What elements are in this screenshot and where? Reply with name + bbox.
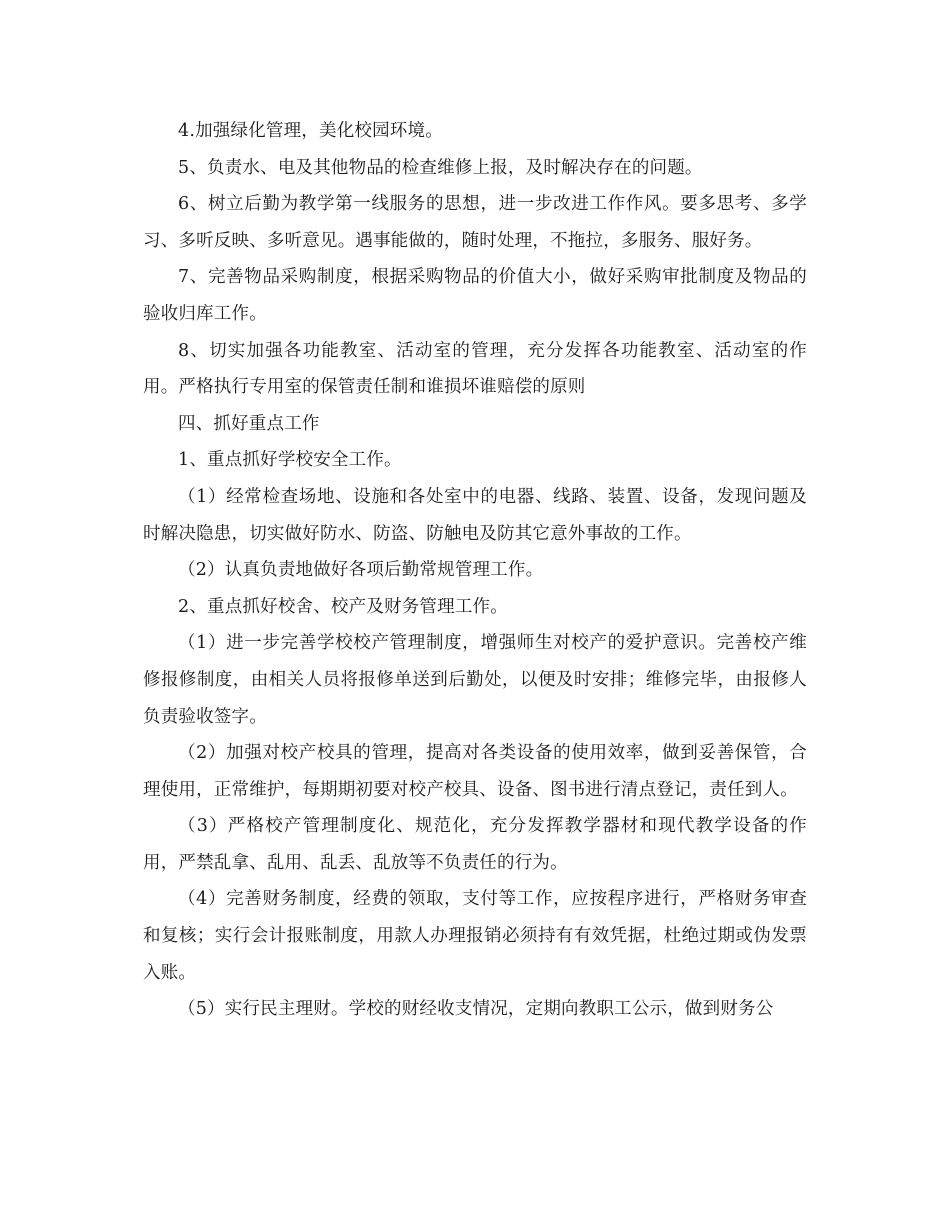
paragraph-safety-heading: 1、重点抓好学校安全工作。 <box>178 450 402 471</box>
paragraph-item-4-greening: 4.加强绿化管理，美化校园环境。 <box>178 121 443 141</box>
paragraph-item-6-service-attitude: 6、树立后勤为教学第一线服务的思想，进一步改进工作作风。要多思考、多学习、多听反映、多听意见。遇事能做的，随时处理，不拖拉，多服务、服好务。 <box>143 194 807 251</box>
paragraph-assets-1: （1）进一步完善学校校产管理制度，增强师生对校产的爱护意识。完善校产维修报修制度，由相关人员将报修单送到后勤处，以便及时安排；维修完毕，由报修人负责验收签字。 <box>143 633 807 727</box>
section-heading-key-work: 四、抓好重点工作 <box>178 413 320 434</box>
paragraph-assets-5: （5）实行民主理财。学校的财经收支情况，定期向教职工公示，做到财务公 <box>178 999 774 1020</box>
paragraph-item-8-classrooms: 8、切实加强各功能教室、活动室的管理，充分发挥各功能教室、活动室的作用。严格执行专用室的保管责任制和谁损坏谁赔偿的原则 <box>143 340 807 398</box>
document-body <box>143 113 807 1028</box>
paragraph-item-5-maintenance: 5、负责水、电及其他物品的检查维修上报，及时解决存在的问题。 <box>178 157 703 178</box>
paragraph-safety-2: （2）认真负责地做好各项后勤常规管理工作。 <box>178 560 544 581</box>
paragraph-assets-4: （4）完善财务制度，经费的领取，支付等工作，应按程序进行，严格财务审查和复核；实行会计报账制度，用款人办理报销必须持有有效凭据，杜绝过期或伪发票入账。 <box>143 889 807 983</box>
paragraph-safety-1: （1）经常检查场地、设施和各处室中的电器、线路、装置、设备，发现问题及时解决隐患，切实做好防水、防盗、防触电及防其它意外事故的工作。 <box>143 486 807 544</box>
paragraph-assets-2: （2）加强对校产校具的管理，提高对各类设备的使用效率，做到妥善保管，合理使用，正常维护，每期期初要对校产校具、设备、图书进行清点登记，责任到人。 <box>143 743 807 800</box>
paragraph-item-7-procurement: 7、完善物品采购制度，根据采购物品的价值大小，做好采购审批制度及物品的验收归库工作。 <box>143 267 807 324</box>
paragraph-assets-heading: 2、重点抓好校舍、校产及财务管理工作。 <box>178 596 508 617</box>
paragraph-assets-3: （3）严格校产管理制度化、规范化，充分发挥教学器材和现代教学设备的作用，严禁乱拿、乱用、乱丢、乱放等不负责任的行为。 <box>143 816 807 873</box>
